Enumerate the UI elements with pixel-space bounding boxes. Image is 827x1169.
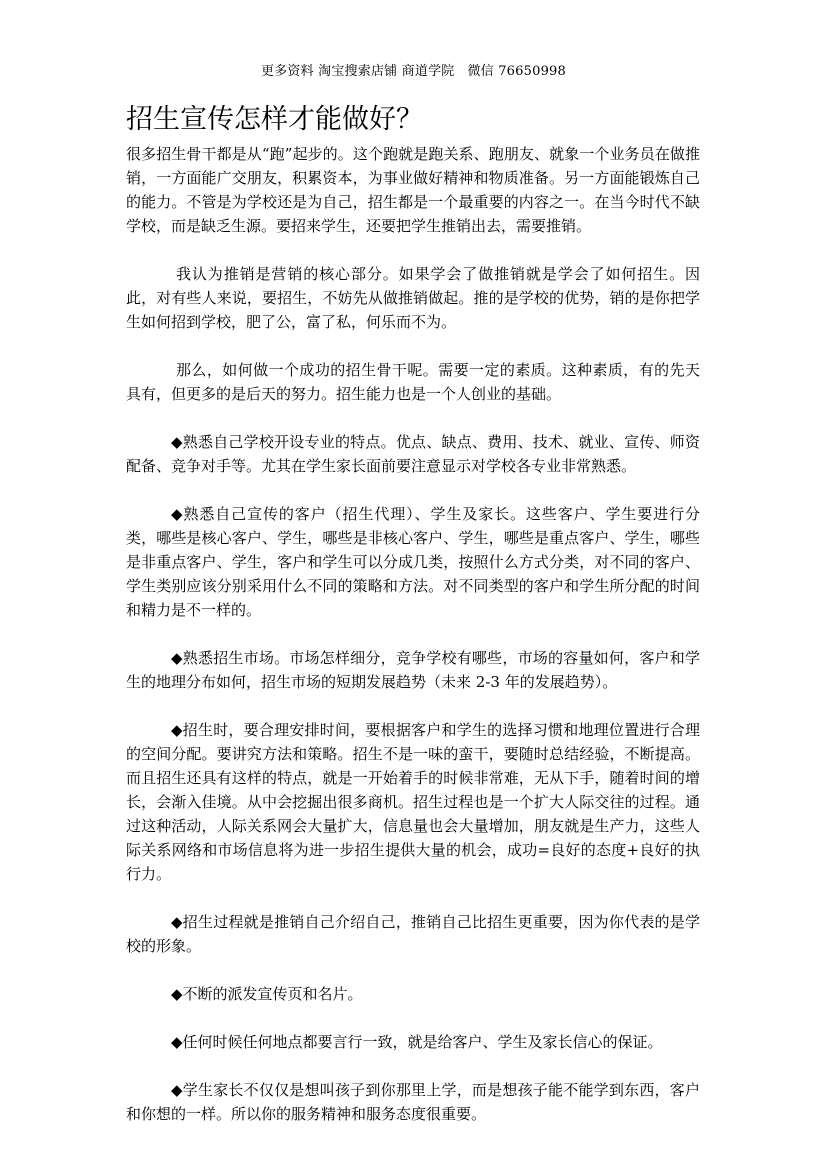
paragraph-qualities: 那么，如何做一个成功的招生骨干呢。需要一定的素质。这种素质，有的先天具有，但更多的是后天的努力。招生能力也是一个人创业的基础。 bbox=[126, 361, 700, 403]
bullet-flyers: ◆不断的派发宣传页和名片。 bbox=[171, 985, 363, 1003]
bullet-self-promotion: ◆招生过程就是推销自己介绍自己，推销自己比招生更重要，因为你代表的是学校的形象。 bbox=[126, 913, 700, 955]
bullet-time-planning: ◆招生时，要合理安排时间，要根据客户和学生的选择习惯和地理位置进行合理的空间分配。要讲究方法和策略。招生不是一味的蛮干，要随时总结经验，不断提高。而且招生还具有这样的特点，就是一开始着手的时候非常难，无从下手，随着时间的增长，会渐入佳境。从中会挖掘出很多商机。招生过程也是一个扩大人际交往的过程。通过这种活动，人际关系网会大量扩大，信息量也会大量增加，朋友就是生产力，这些人际关系网络和市场信息将为进一步招生提供大量的机会，成功=良好的态度+良好的执行力。 bbox=[126, 721, 700, 883]
paragraph-marketing-core: 我认为推销是营销的核心部分。如果学会了做推销就是学会了如何招生。因此，对有些人来说，要招生，不妨先从做推销做起。推的是学校的优势，销的是你把学生如何招到学校，肥了公，富了私，何乐而不为。 bbox=[126, 265, 700, 331]
bullet-service-attitude: ◆学生家长不仅仅是想叫孩子到你那里上学，而是想孩子能不能学到东西，客户和你想的一样。所以你的服务精神和服务态度很重要。 bbox=[126, 1081, 700, 1123]
bullet-consistency: ◆任何时候任何地点都要言行一致，就是给客户、学生及家长信心的保证。 bbox=[171, 1033, 663, 1051]
bullet-know-market: ◆熟悉招生市场。市场怎样细分，竞争学校有哪些，市场的容量如何，客户和学生的地理分布如何，招生市场的短期发展趋势（未来 2-3 年的发展趋势）。 bbox=[126, 649, 700, 691]
bullet-know-majors: ◆熟悉自己学校开设专业的特点。优点、缺点、费用、技术、就业、宣传、师资配备、竞争对手等。尤其在学生家长面前要注意显示对学校各专业非常熟悉。 bbox=[126, 433, 700, 475]
page-title: 招生宣传怎样才能做好？ bbox=[126, 104, 423, 135]
paragraph-intro: 很多招生骨干都是从“跑”起步的。这个跑就是跑关系、跑朋友、就象一个业务员在做推销，一方面能广交朋友，积累资本，为事业做好精神和物质准备。另一方面能锻炼自己的能力。不管是为学校还是为自己，招生都是一个最重要的内容之一。在当今时代不缺学校，而是缺乏生源。要招来学生，还要把学生推销出去，需要推销。 bbox=[126, 145, 700, 235]
document-body bbox=[126, 142, 700, 1150]
page-header: 更多资料 淘宝搜索店铺 商道学院 微信 76650998 bbox=[261, 64, 566, 79]
bullet-know-clients: ◆熟悉自己宣传的客户（招生代理）、学生及家长。这些客户、学生要进行分类，哪些是核心客户、学生，哪些是非核心客户、学生，哪些是重点客户、学生，哪些是非重点客户、学生，客户和学生可以分成几类，按照什么方式分类，对不同的客户、学生类别应该分别采用什么不同的策略和方法。对不同类型的客户和学生所分配的时间和精力是不一样的。 bbox=[126, 505, 700, 619]
